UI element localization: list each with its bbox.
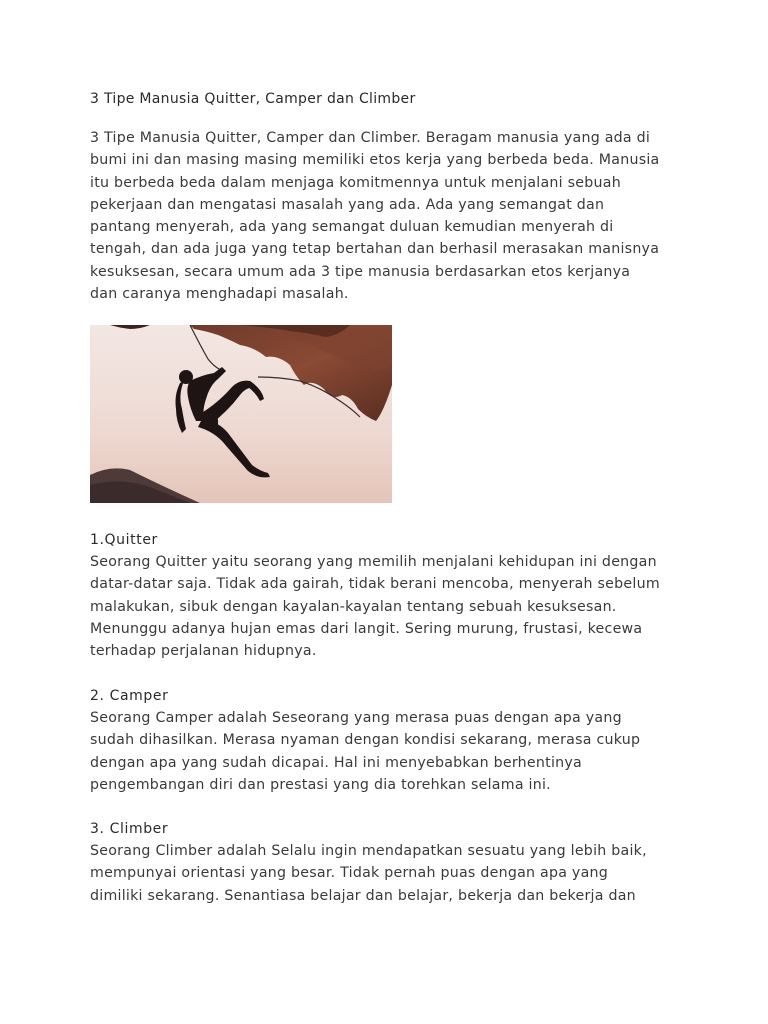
document-title: 3 Tipe Manusia Quitter, Camper dan Climber (90, 91, 416, 107)
section-camper (90, 685, 690, 796)
section-heading: 1.Quitter (90, 532, 158, 548)
section-heading: 3. Climber (90, 821, 169, 837)
rock-climber-photo (90, 325, 392, 503)
section-heading: 2. Camper (90, 688, 169, 704)
section-body: Seorang Climber adalah Selalu ingin mendapatkan sesuatu yang lebih baik, mempunyai orientasi yang besar. Tidak pernah puas dengan apa yang dimiliki sekarang. Senantiasa belajar dan belajar, bekerja dan bekerja dan (90, 843, 647, 904)
section-quitter (90, 529, 690, 662)
intro-paragraph: 3 Tipe Manusia Quitter, Camper dan Climber. Beragam manusia yang ada di bumi ini dan masing masing memiliki etos kerja yang berbeda beda. Manusia itu berbeda beda dalam menjaga komitmennya untuk menjalani sebuah pekerjaan dan mengatasi masalah yang ada. Ada yang semangat dan pantang menyerah, ada yang semangat duluan kemudian menyerah di tengah, dan ada juga yang tetap bertahan dan berhasil merasakan manisnya kesuksesan, secara umum ada 3 tipe manusia berdasarkan etos kerjanya dan caranya menghadapi masalah. (90, 130, 660, 303)
section-body: Seorang Quitter yaitu seorang yang memilih menjalani kehidupan ini dengan datar-datar saja. Tidak ada gairah, tidak berani mencoba, menyerah sebelum malakukan, sibuk dengan kayalan-kayalan tentang sebuah kesuksesan. Menunggu adanya hujan emas dari langit. Sering murung, frustasi, kecewa terhadap perjalanan hidupnya. (90, 554, 660, 660)
section-body: Seorang Camper adalah Seseorang yang merasa puas dengan apa yang sudah dihasilkan. Merasa nyaman dengan kondisi sekarang, merasa cukup dengan apa yang sudah dicapai. Hal ini menyebabkan berhentinya pengembangan diri dan prestasi yang dia torehkan selama ini. (90, 710, 641, 793)
section-climber (90, 818, 690, 907)
